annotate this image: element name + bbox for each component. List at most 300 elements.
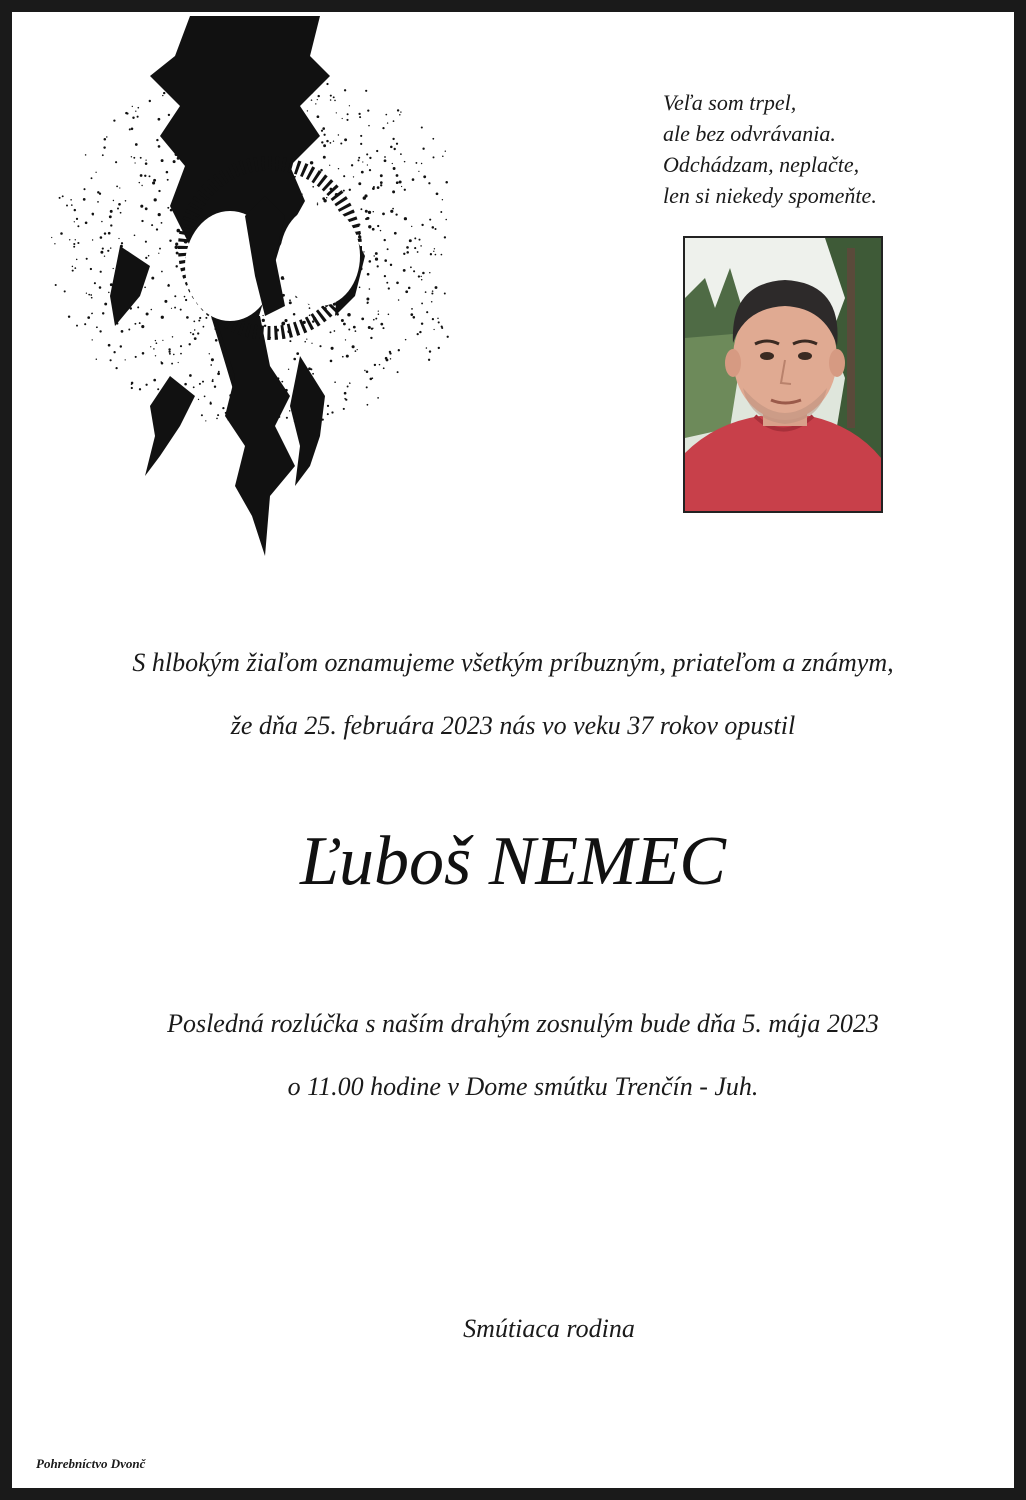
- ornament-speck: [414, 237, 416, 239]
- ornament-speck: [330, 331, 332, 333]
- ornament-speck: [129, 128, 131, 130]
- ornament-speck: [139, 322, 141, 324]
- spruce-branch-wreath-icon: [20, 16, 450, 561]
- ornament-speck: [353, 176, 354, 177]
- ornament-speck: [409, 239, 412, 242]
- ornament-speck: [346, 119, 348, 121]
- ornament-speck: [377, 265, 379, 267]
- ornament-speck: [406, 246, 409, 249]
- ornament-speck: [153, 379, 156, 382]
- ornament-speck: [74, 209, 76, 211]
- ornament-speck: [284, 319, 287, 322]
- ornament-speck: [323, 144, 326, 147]
- ornament-speck: [139, 388, 141, 390]
- ornament-speck: [377, 225, 379, 227]
- ornament-speck: [68, 315, 70, 317]
- ornament-speck: [71, 204, 73, 206]
- ornament-speck: [390, 264, 392, 266]
- ornament-speck: [288, 369, 289, 370]
- signature: Smútiaca rodina: [463, 1314, 635, 1343]
- ornament-speck: [349, 189, 351, 191]
- ornament-speck: [101, 221, 103, 223]
- ornament-speck: [338, 168, 339, 169]
- ornament-speck: [330, 142, 332, 144]
- ornament-speck: [369, 288, 371, 290]
- ornament-speck: [429, 350, 431, 352]
- ornament-speck: [358, 182, 361, 185]
- ornament-speck: [311, 99, 313, 101]
- ornament-speck: [327, 413, 329, 415]
- ornament-speck: [77, 242, 79, 244]
- ornament-speck: [340, 142, 342, 144]
- ornament-speck: [119, 187, 120, 188]
- ornament-speck: [134, 323, 136, 325]
- ornament-speck: [113, 351, 115, 353]
- ornament-speck: [431, 292, 433, 294]
- ornament-speck: [373, 211, 374, 212]
- ornament-speck: [140, 174, 143, 177]
- ornament-speck: [197, 332, 199, 334]
- ornament-speck: [383, 367, 385, 369]
- ornament-speck: [421, 224, 423, 226]
- ornament-speck: [364, 370, 365, 371]
- ornament-speck: [312, 186, 314, 188]
- ornament-speck: [320, 169, 323, 172]
- ornament-speck: [168, 348, 170, 350]
- ornament-speck: [214, 385, 216, 387]
- ornament-speck: [323, 134, 325, 136]
- ornament-speck: [392, 190, 395, 193]
- ornament-speck: [281, 323, 284, 326]
- ornament-speck: [264, 325, 266, 327]
- ornament-speck: [319, 345, 321, 347]
- ornament-speck: [180, 353, 182, 355]
- ornament-speck: [379, 364, 381, 366]
- ornament-speck: [145, 207, 148, 210]
- ornament-speck: [349, 105, 350, 106]
- ornament-speck: [358, 235, 361, 238]
- ornament-speck: [369, 157, 371, 159]
- ornament-speck: [151, 277, 154, 280]
- ornament-speck: [355, 330, 357, 332]
- ornament-speck: [199, 383, 201, 385]
- ornament-speck: [419, 239, 421, 241]
- ornament-speck: [217, 372, 220, 375]
- ornament-speck: [189, 343, 191, 345]
- ornament-speck: [423, 175, 426, 178]
- ornament-speck: [351, 164, 353, 166]
- ornament-speck: [167, 179, 169, 181]
- ornament-speck: [377, 186, 380, 189]
- ornament-speck: [396, 181, 399, 184]
- ornament-speck: [97, 201, 99, 203]
- ornament-speck: [415, 162, 417, 164]
- ornament-speck: [167, 207, 169, 209]
- ornament-speck: [73, 243, 75, 245]
- ornament-speck: [216, 418, 218, 420]
- ornament-speck: [365, 218, 367, 220]
- ornament-speck: [262, 315, 263, 316]
- ornament-speck: [139, 182, 140, 183]
- ornament-speck: [154, 198, 157, 201]
- ornament-speck: [382, 127, 384, 129]
- ornament-speck: [145, 162, 148, 165]
- ornament-speck: [304, 341, 306, 343]
- ornament-speck: [86, 293, 87, 294]
- ornament-speck: [104, 232, 106, 234]
- ornament-speck: [180, 345, 182, 347]
- ornament-speck: [96, 326, 98, 328]
- ornament-speck: [169, 240, 171, 242]
- ornament-speck: [87, 316, 90, 319]
- ornament-speck: [367, 109, 369, 111]
- ornament-speck: [173, 354, 175, 356]
- ornament-speck: [137, 306, 139, 308]
- ornament-speck: [104, 303, 107, 306]
- ornament-speck: [433, 251, 434, 252]
- ornament-speck: [367, 404, 369, 406]
- ornament-speck: [437, 318, 438, 319]
- ornament-speck: [83, 188, 85, 190]
- ornament-speck: [380, 181, 383, 184]
- ornament-speck: [390, 146, 393, 149]
- ornament-speck: [142, 352, 145, 355]
- ornament-speck: [198, 399, 199, 400]
- ornament-speck: [76, 325, 78, 327]
- ornament-speck: [148, 255, 150, 257]
- ornament-speck: [380, 184, 382, 186]
- ornament-speck: [432, 318, 434, 320]
- poem-line: Veľa som trpel,: [663, 90, 797, 115]
- ornament-speck: [367, 273, 370, 276]
- ornament-speck: [342, 118, 343, 119]
- ornament-speck: [318, 95, 320, 97]
- ornament-speck: [436, 192, 439, 195]
- ornament-speck: [91, 177, 93, 179]
- ornament-speck: [189, 374, 192, 377]
- ornament-speck: [215, 339, 218, 342]
- ornament-speck: [347, 113, 349, 115]
- ornament-speck: [164, 300, 167, 303]
- ornament-speck: [145, 257, 147, 259]
- ornament-speck: [131, 382, 134, 385]
- ornament-speck: [145, 384, 147, 386]
- ornament-speck: [385, 114, 387, 116]
- ornament-speck: [92, 213, 95, 216]
- ornament-speck: [401, 186, 402, 187]
- ornament-speck: [406, 251, 409, 254]
- ornament-speck: [404, 189, 406, 191]
- ornament-speck: [368, 326, 371, 329]
- ornament-speck: [94, 282, 96, 284]
- ornament-speck: [158, 190, 160, 192]
- ornament-speck: [346, 355, 349, 358]
- ornament-speck: [366, 153, 368, 155]
- ornament-speck: [262, 319, 265, 322]
- ornament-speck: [380, 230, 381, 231]
- ornament-speck: [445, 181, 448, 184]
- ornament-speck: [116, 185, 118, 187]
- ornament-speck: [445, 151, 446, 152]
- ornament-speck: [161, 159, 164, 162]
- ornament-speck: [76, 259, 78, 261]
- ornament-speck: [432, 138, 434, 140]
- ornament-speck: [162, 95, 163, 96]
- ornament-speck: [444, 293, 446, 295]
- ornament-speck: [157, 388, 159, 390]
- ornament-speck: [205, 420, 206, 421]
- ornament-speck: [334, 381, 336, 383]
- ornament-speck: [72, 266, 74, 268]
- ornament-speck: [184, 296, 186, 298]
- ornament-speck: [175, 246, 179, 250]
- ornament-speck: [66, 205, 68, 207]
- ornament-speck: [74, 267, 76, 269]
- ornament-speck: [421, 302, 423, 304]
- ornament-speck: [403, 269, 406, 272]
- ornament-speck: [109, 215, 112, 218]
- ornament-speck: [408, 287, 411, 290]
- ornament-speck: [99, 286, 102, 289]
- ornament-speck: [393, 167, 396, 170]
- ornament-speck: [331, 347, 334, 350]
- ornament-speck: [400, 111, 401, 112]
- ornament-speck: [360, 135, 362, 137]
- ornament-speck: [134, 234, 136, 236]
- ornament-speck: [417, 251, 419, 253]
- ornament-speck: [368, 225, 371, 228]
- ornament-speck: [140, 157, 142, 159]
- announcement-line: že dňa 25. februára 2023 nás vo veku 37 rokov opustil: [230, 711, 796, 740]
- ornament-speck: [120, 345, 122, 347]
- ornament-speck: [405, 339, 407, 341]
- ornament-speck: [151, 224, 153, 226]
- ornament-speck: [85, 154, 87, 156]
- undertaker-credit: Pohrebníctvo Dvonč: [36, 1456, 146, 1471]
- ornament-speck: [365, 90, 367, 92]
- ornament-speck: [172, 336, 173, 337]
- ornament-speck: [433, 156, 435, 158]
- ornament-speck: [296, 352, 299, 355]
- ornament-speck: [419, 331, 421, 333]
- ornament-speck: [384, 156, 386, 158]
- ornament-speck: [434, 248, 435, 249]
- ornament-speck: [99, 193, 101, 195]
- deceased-name: Ľuboš NEMEC: [300, 823, 726, 900]
- ornament-speck: [358, 113, 360, 115]
- ornament-speck: [438, 347, 440, 349]
- ornament-speck: [75, 239, 76, 240]
- ornament-speck: [100, 236, 103, 239]
- ornament-speck: [353, 326, 356, 329]
- ornament-speck: [344, 392, 347, 395]
- ornament-speck: [210, 364, 212, 366]
- ornament-speck: [377, 397, 379, 399]
- ornament-speck: [404, 217, 407, 220]
- ornament-speck: [373, 255, 374, 256]
- ornament-speck: [175, 243, 178, 246]
- ornament-speck: [293, 358, 296, 361]
- ornament-speck: [90, 268, 92, 270]
- ornament-speck: [174, 307, 176, 309]
- ornament-speck: [392, 138, 394, 140]
- ornament-speck: [171, 363, 173, 365]
- ornament-speck: [176, 252, 179, 255]
- ornament-speck: [145, 159, 146, 160]
- ornament-speck: [422, 148, 424, 150]
- ornament-speck: [74, 221, 75, 222]
- ornament-speck: [159, 248, 161, 250]
- ornament-speck: [102, 154, 104, 156]
- ornament-speck: [86, 258, 88, 260]
- ornament-speck: [331, 411, 333, 413]
- ornament-speck: [131, 387, 133, 389]
- ornament-speck: [155, 355, 156, 356]
- ornament-speck: [83, 198, 86, 201]
- ornament-speck: [396, 143, 398, 145]
- ornament-speck: [338, 134, 339, 135]
- ornament-speck: [108, 292, 110, 294]
- ornament-speck: [431, 301, 433, 303]
- ornament-speck: [321, 141, 323, 143]
- ornament-speck: [212, 379, 213, 380]
- ornament-speck: [438, 321, 440, 323]
- ornament-speck: [99, 330, 101, 332]
- ornament-speck: [91, 313, 93, 315]
- ornament-speck: [145, 241, 147, 243]
- ornament-speck: [90, 294, 92, 296]
- ornament-speck: [417, 333, 419, 335]
- ornament-speck: [185, 299, 187, 301]
- ornament-speck: [373, 319, 375, 321]
- ornament-speck: [92, 239, 93, 240]
- ornament-speck: [380, 323, 383, 326]
- ornament-speck: [399, 114, 401, 116]
- ornament-speck: [161, 222, 163, 224]
- ornament-speck: [358, 159, 360, 161]
- ornament-speck: [382, 213, 385, 216]
- ornament-speck: [445, 219, 447, 221]
- ornament-speck: [312, 320, 314, 322]
- ornament-speck: [345, 399, 347, 401]
- ornament-speck: [341, 319, 344, 322]
- ornament-speck: [289, 299, 291, 301]
- ornament-speck: [365, 210, 368, 213]
- ornament-speck: [389, 352, 391, 354]
- ornament-speck: [289, 340, 291, 342]
- ornament-speck: [330, 95, 332, 97]
- ornament-speck: [118, 203, 121, 206]
- ornament-speck: [429, 219, 431, 221]
- ornament-speck: [358, 157, 360, 159]
- ornament-speck: [76, 218, 78, 220]
- ornament-speck: [209, 353, 210, 354]
- ornament-speck: [166, 171, 169, 174]
- ornament-speck: [194, 329, 195, 330]
- farewell-line: o 11.00 hodine v Dome smútku Trenčín - Juh.: [287, 1072, 759, 1101]
- ornament-speck: [440, 211, 442, 213]
- ornament-speck: [397, 371, 399, 373]
- ornament-speck: [104, 255, 105, 256]
- ornament-speck: [333, 96, 335, 98]
- ornament-speck: [348, 329, 350, 331]
- ornament-speck: [171, 308, 172, 309]
- ornament-speck: [152, 181, 155, 184]
- ornament-speck: [355, 350, 357, 352]
- ornament-speck: [161, 271, 163, 273]
- ornament-speck: [330, 99, 332, 101]
- ornament-speck: [217, 414, 219, 416]
- ornament-speck: [384, 159, 387, 162]
- ornament-speck: [307, 110, 308, 111]
- ornament-speck: [374, 364, 376, 366]
- ornament-speck: [59, 197, 61, 199]
- ornament-speck: [390, 210, 393, 213]
- ornament-speck: [137, 116, 139, 118]
- ornament-speck: [317, 203, 318, 204]
- ornament-speck: [310, 161, 313, 164]
- ornament-speck: [396, 281, 399, 284]
- ornament-speck: [110, 359, 112, 361]
- ornament-speck: [420, 245, 422, 247]
- ornament-speck: [150, 346, 151, 347]
- ornament-speck: [397, 109, 399, 111]
- ornament-speck: [281, 381, 283, 383]
- ornament-speck: [317, 204, 318, 205]
- ornament-speck: [156, 139, 158, 141]
- ornament-speck: [367, 164, 368, 165]
- ornament-speck: [153, 179, 156, 182]
- ornament-speck: [198, 320, 200, 322]
- ornament-speck: [149, 100, 151, 102]
- ornament-speck: [366, 298, 369, 301]
- ornament-speck: [141, 325, 144, 328]
- ornament-speck: [118, 238, 119, 239]
- ornament-speck: [441, 254, 443, 256]
- ornament-speck: [399, 180, 402, 183]
- ornament-speck: [376, 150, 378, 152]
- ornament-speck: [425, 291, 427, 293]
- ornament-speck: [405, 290, 408, 293]
- ornament-speck: [135, 111, 136, 112]
- ornament-speck: [411, 226, 412, 227]
- ornament-speck: [309, 307, 311, 309]
- ornament-speck: [412, 178, 415, 181]
- ornament-speck: [370, 337, 372, 339]
- farewell-line: Posledná rozlúčka s naším drahým zosnulým bude dňa 5. mája 2023: [167, 1009, 879, 1038]
- ornament-speck: [193, 321, 195, 323]
- ornament-speck: [131, 128, 134, 131]
- ornament-speck: [429, 272, 430, 273]
- ornament-speck: [410, 266, 412, 268]
- ornament-speck: [110, 247, 111, 248]
- ornament-speck: [72, 270, 74, 272]
- ornament-speck: [352, 345, 355, 348]
- ornament-speck: [398, 349, 400, 351]
- ornament-speck: [343, 190, 345, 192]
- ornament-speck: [394, 148, 396, 150]
- ornament-speck: [327, 405, 329, 407]
- ornament-speck: [178, 362, 179, 363]
- ornament-speck: [161, 316, 164, 319]
- ornament-speck: [108, 232, 111, 235]
- ornament-speck: [384, 239, 386, 241]
- ornament-speck: [322, 127, 325, 130]
- ornament-speck: [158, 213, 161, 216]
- ornament-speck: [326, 83, 328, 85]
- ornament-speck: [106, 136, 107, 137]
- portrait-photo: [683, 236, 883, 513]
